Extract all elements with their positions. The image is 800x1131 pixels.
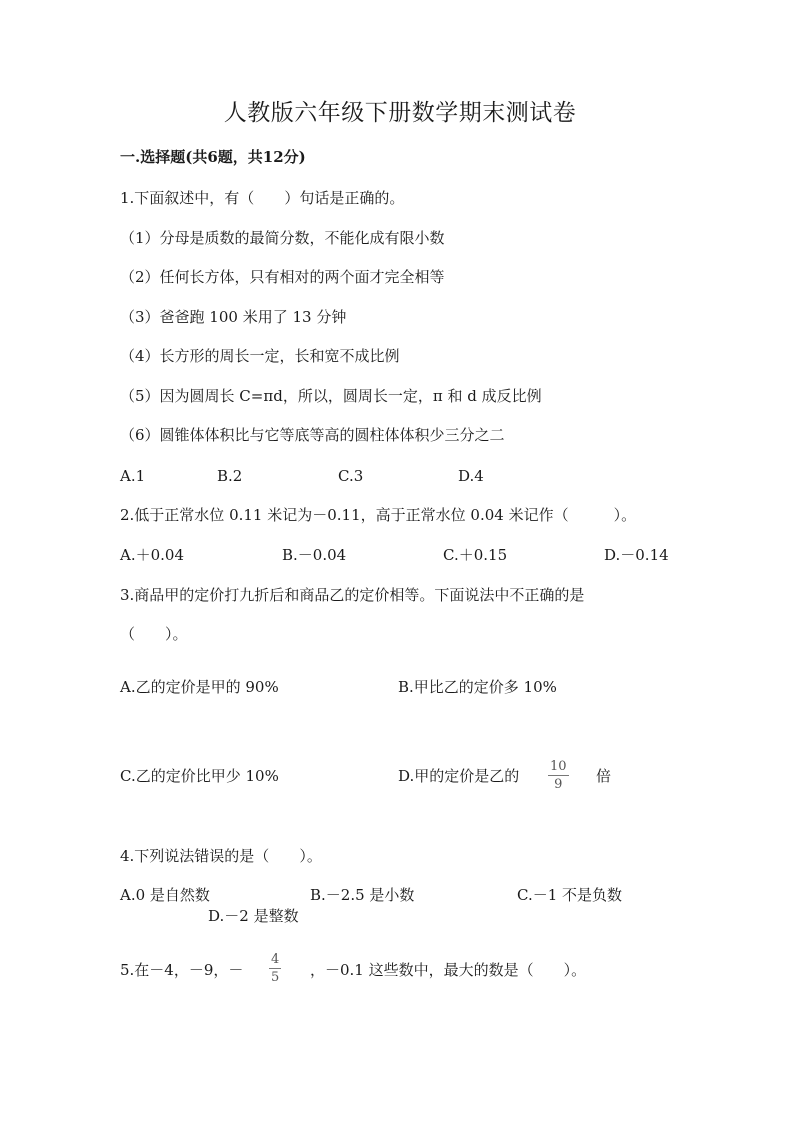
question-1-option-d: D.4 — [458, 467, 484, 485]
fraction-bar — [548, 775, 569, 776]
question-5-stem-continued: ，－0.1 这些数中，最大的数是（ ）。 — [310, 961, 587, 979]
fraction-denominator: 9 — [554, 777, 563, 792]
question-1-statement: （6）圆锥体体积比与它等底等高的圆柱体体积少三分之二 — [120, 426, 505, 444]
question-3-stem: 3.商品甲的定价打九折后和商品乙的定价相等。下面说法中不正确的是 — [120, 586, 585, 604]
question-1-statement: （5）因为圆周长 C=πd，所以，圆周长一定，π 和 d 成反比例 — [120, 387, 542, 405]
question-3-option-a: A.乙的定价是甲的 90% — [120, 678, 279, 696]
question-2-option-a: A.＋0.04 — [120, 546, 184, 564]
question-1-statement: （3）爸爸跑 100 米用了 13 分钟 — [120, 308, 347, 326]
question-3-option-b: B.甲比乙的定价多 10% — [398, 678, 557, 696]
question-5-fraction — [269, 952, 281, 985]
question-4-option-b: B.－2.5 是小数 — [310, 886, 415, 904]
fraction-bar — [269, 968, 281, 969]
question-1-statement: （4）长方形的周长一定，长和宽不成比例 — [120, 347, 400, 365]
question-3-option-d-text: D.甲的定价是乙的 — [398, 767, 520, 785]
question-3-stem-continued: （ ）。 — [120, 625, 188, 643]
question-3-option-d-fraction — [548, 759, 569, 792]
question-2-stem: 2.低于正常水位 0.11 米记为－0.11，高于正常水位 0.04 米记作（ ）。 — [120, 506, 637, 524]
question-2-option-b: B.－0.04 — [282, 546, 347, 564]
question-4-option-d: D.－2 是整数 — [208, 907, 299, 925]
section-heading: 一.选择题(共6题，共12分) — [120, 148, 306, 166]
fraction-numerator: 10 — [550, 759, 567, 774]
fraction-numerator: 4 — [271, 952, 280, 967]
question-2-option-c: C.＋0.15 — [443, 546, 508, 564]
page-title: 人教版六年级下册数学期末测试卷 — [223, 100, 577, 126]
question-1-option-c: C.3 — [338, 467, 364, 485]
question-1-stem: 1.下面叙述中，有（ ）句话是正确的。 — [120, 189, 405, 207]
question-2-option-d: D.－0.14 — [604, 546, 669, 564]
question-4-option-a: A.0 是自然数 — [120, 886, 210, 904]
question-1-statement: （2）任何长方体，只有相对的两个面才完全相等 — [120, 268, 445, 286]
fraction-denominator: 5 — [271, 970, 280, 985]
question-5-stem: 5.在－4，－9，－ — [120, 961, 244, 979]
question-1-option-b: B.2 — [217, 467, 243, 485]
question-4-option-c: C.－1 不是负数 — [517, 886, 623, 904]
question-1-option-a: A.1 — [120, 467, 146, 485]
question-3-option-d-suffix: 倍 — [596, 767, 612, 785]
question-3-option-c: C.乙的定价比甲少 10% — [120, 767, 279, 785]
question-1-statement: （1）分母是质数的最简分数，不能化成有限小数 — [120, 229, 445, 247]
question-4-stem: 4.下列说法错误的是（ ）。 — [120, 847, 322, 865]
